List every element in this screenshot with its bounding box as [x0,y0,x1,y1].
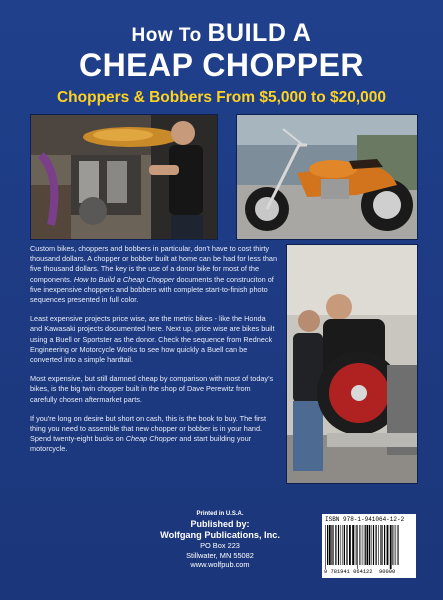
barcode-bar [392,525,393,565]
barcode-bar [352,525,354,565]
barcode-bar [381,525,382,565]
isbn-label: ISBN 978-1-941064-12-2 [325,516,405,523]
photo-mechanic-engine [30,114,218,240]
barcode-bar [357,525,358,569]
barcode-bar [376,525,377,565]
ean-number: 9 781941 064122 [324,569,373,575]
photo-orange-chopper [236,114,418,240]
publisher-website: www.wolfpub.com [190,560,250,569]
p1-text-a: Custom bikes, choppers and bobbers in particular, don't have to cost thirty thousand dollars. A chopper or bobber built at home can be had for less than five thousand dollars. The key is the use of a donor bike for most of the components. [30,244,278,284]
barcode-bar [369,525,370,565]
title-build-a: BUILD A [207,19,312,47]
description [30,244,278,464]
barcode [322,514,416,578]
barcode-bar [335,525,336,565]
barcode-bar [356,525,357,565]
barcode-bar [361,525,362,565]
barcode-bar [394,525,395,565]
barcode-bar [365,525,366,565]
title-line-2: CHEAP CHOPPER [78,47,365,83]
price-code: 90000 [379,569,396,575]
barcode-bars-icon [325,525,413,569]
barcode-bar [380,525,381,565]
barcode-bar [390,525,392,569]
p4-text-a: If you're long on desire but short on cash, this is the book to buy. The first thing you need to assemble that new chopper or bobber is in your hand. Spend twenty-eight bucks on [30,413,266,444]
barcode-bar [367,525,369,565]
p1-text-b: documents the construciton of five inexpensive choppers and bobbers with complete start-to-finish photo sequences presented in full color. [30,274,274,305]
orange-chopper-image [237,115,417,239]
barcode-number [324,569,414,575]
p4-text-b: and start building your motorcycle. [30,434,252,454]
photo-men-with-wheel [286,244,418,484]
barcode-bar [338,525,339,565]
printed-in: Printed in U.S.A. [196,511,244,517]
barcode-bar [355,525,356,565]
barcode-bar [373,525,374,565]
barcode-bar [325,525,326,569]
publisher-po-box: PO Box 223 [200,541,240,550]
barcode-bar [363,525,364,565]
published-by: Published by: [190,519,250,529]
barcode-bar [327,525,328,565]
barcode-bar [331,525,332,565]
barcode-bar [349,525,351,565]
men-with-wheel-image [287,245,417,483]
barcode-bar [343,525,344,565]
p4-book-title: Cheap Chopper [125,434,178,444]
barcode-bar [344,525,345,565]
title-lead: How To [131,25,208,46]
publisher-name: Wolfgang Publications, Inc. [160,530,280,540]
paragraph-2: Least expensive projects price wise, are the metric bikes - like the Honda and Kawasaki projects documented here. Next up, price wise are bikes built using a Buell or Sportster as the donor. Check the sequence from Redneck Engineering or Motorcycle Works to see how quickly a Buell can be converted into a simple hardtail. [30,314,275,365]
barcode-bar [398,525,399,565]
barcode-bar [384,525,385,565]
mechanic-engine-image [31,115,217,239]
barcode-bar [371,525,372,565]
barcode-bar [341,525,342,565]
paragraph-4 [30,414,278,455]
barcode-bar [387,525,389,565]
publisher-city: Stillwater, MN 55082 [186,550,254,560]
subtitle: Choppers & Bobbers From $5,000 to $20,000 [56,89,387,106]
publisher-block [160,510,280,570]
barcode-bar [333,525,334,565]
barcode-bar [359,525,360,565]
barcode-bar [346,525,347,565]
p1-book-title: How to Build a Cheap Chopper [73,274,175,284]
barcode-bar [395,525,396,565]
paragraph-1 [30,244,278,305]
barcode-bar [378,525,379,565]
barcode-bar [329,525,331,565]
paragraph-3: Most expensive, but still damned cheap by comparison with most of today's bikes, is the big twin chopper built in the shop of Dave Perewitz from carefully chosen aftermarket parts. [30,374,274,404]
barcode-bar [397,525,398,565]
